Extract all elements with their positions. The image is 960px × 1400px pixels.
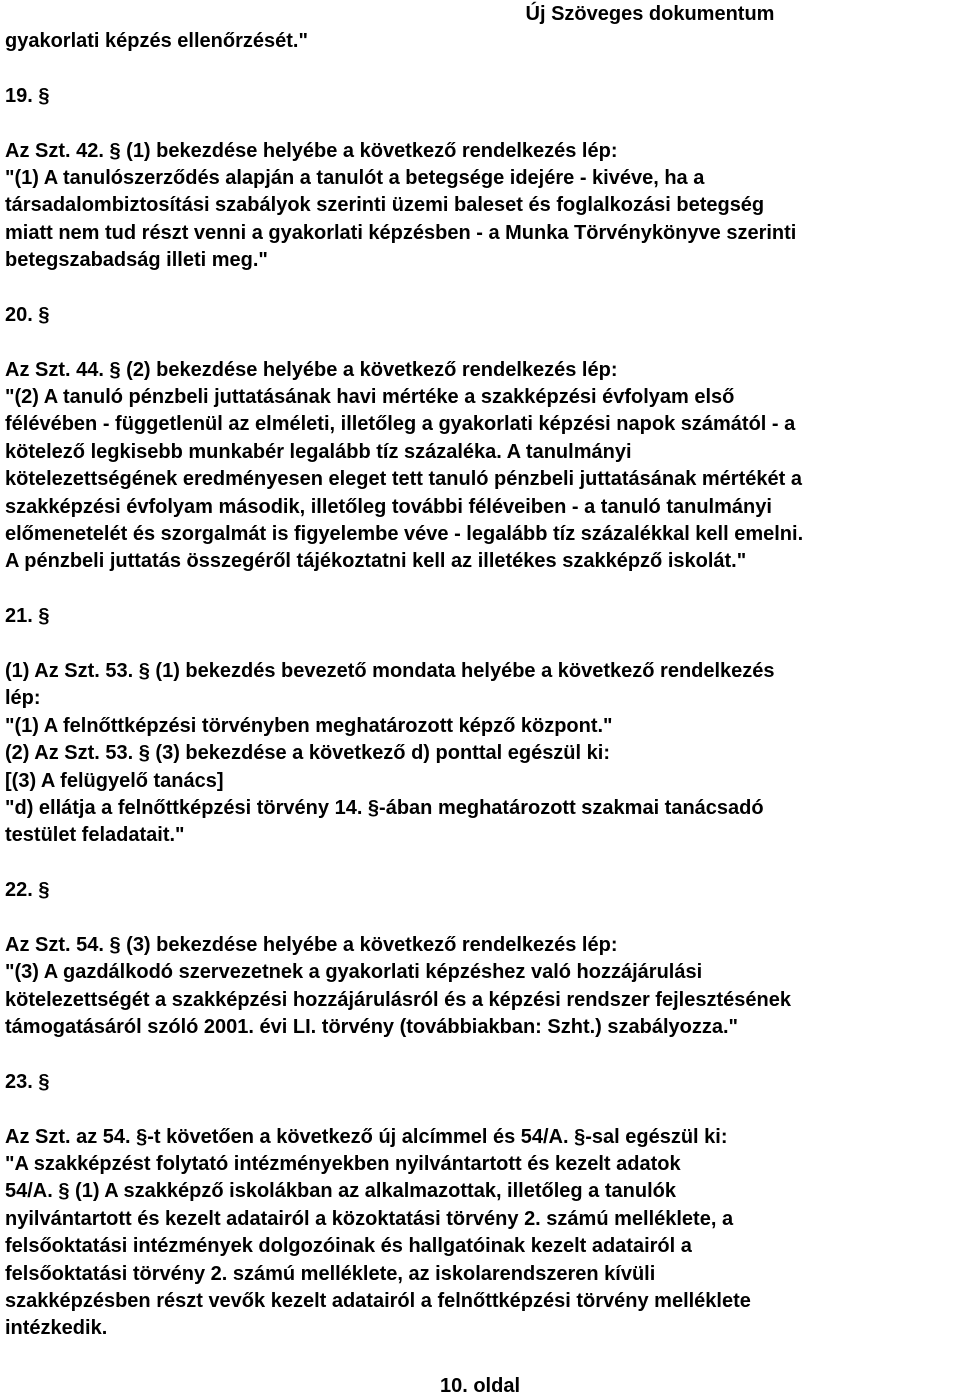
text-line: 21. § bbox=[5, 605, 50, 628]
text-line: 54/A. § (1) A szakképző iskolákban az alkalmazottak, illetőleg a tanulók bbox=[5, 1180, 676, 1203]
blank-line bbox=[5, 631, 960, 658]
text-line: "(3) A gazdálkodó szervezetnek a gyakorlati képzéshez való hozzájárulási bbox=[5, 961, 703, 984]
page-number bbox=[0, 1372, 960, 1400]
text-line: miatt nem tud részt venni a gyakorlati képzésben - a Munka Törvénykönyve szerinti bbox=[5, 221, 797, 244]
text-line: Az Szt. az 54. §-t követően a következő új alcímmel és 54/A. §-sal egészül ki: bbox=[5, 1125, 728, 1148]
text-line: előmenetelét és szorgalmát is figyelembe véve - legalább tíz százalékkal kell emelni. bbox=[5, 523, 804, 546]
blank-line bbox=[5, 1096, 960, 1123]
blank-line bbox=[5, 905, 960, 932]
text-line: testület feladatait." bbox=[5, 824, 185, 847]
blank-line bbox=[5, 110, 960, 137]
text-line: betegszabadság illeti meg." bbox=[5, 249, 268, 272]
text-line: Az Szt. 44. § (2) bekezdése helyébe a következő rendelkezés lép: bbox=[5, 358, 618, 381]
text-line: 19. § bbox=[5, 84, 50, 107]
text-line: társadalombiztosítási szabályok szerinti üzemi baleset és foglalkozási betegség bbox=[5, 194, 765, 217]
text-line: támogatásáról szóló 2001. évi LI. törvény (továbbiakban: Szht.) szabályozza." bbox=[5, 1016, 739, 1039]
text-line: A pénzbeli juttatás összegéről tájékoztatni kell az illetékes szakképző iskolát." bbox=[5, 550, 747, 573]
text-line: kötelezettségének eredményesen eleget tett tanuló pénzbeli juttatásának mértékét a bbox=[5, 468, 802, 491]
text-line: félévében - függetlenül az elméleti, illetőleg a gyakorlati képzési napok számától - a bbox=[5, 413, 796, 436]
document-title bbox=[0, 0, 960, 28]
text-line: "d) ellátja a felnőttképzési törvény 14. §-ában meghatározott szakmai tanácsadó bbox=[5, 796, 764, 819]
text-line: felsőoktatási törvény 2. számú melléklete, az iskolarendszeren kívüli bbox=[5, 1262, 656, 1285]
text-line: gyakorlati képzés ellenőrzését." bbox=[5, 30, 308, 52]
text-line: (1) Az Szt. 53. § (1) bekezdés bevezető mondata helyébe a következő rendelkezés bbox=[5, 659, 775, 682]
document-title-text: Új Szöveges dokumentum bbox=[525, 3, 775, 25]
text-line: [(3) A felügyelő tanács] bbox=[5, 769, 224, 792]
page-number-text: 10. oldal bbox=[439, 1375, 521, 1397]
text-line: "(2) A tanuló pénzbeli juttatásának havi mértéke a szakképzési évfolyam első bbox=[5, 386, 735, 409]
blank-line bbox=[5, 576, 960, 603]
text-line: 22. § bbox=[5, 879, 50, 902]
text-line: intézkedik. bbox=[5, 1317, 108, 1340]
blank-line bbox=[5, 55, 960, 82]
text-line: 23. § bbox=[5, 1070, 50, 1093]
blank-line bbox=[5, 850, 960, 877]
text-line: kötelező legkisebb munkabér legalább tíz százaléka. A tanulmányi bbox=[5, 440, 632, 463]
text-line: lép: bbox=[5, 687, 41, 710]
text-line: szakképzésben részt vevők kezelt adatairól a felnőttképzési törvény melléklete bbox=[5, 1289, 751, 1312]
blank-line bbox=[5, 329, 960, 356]
text-line: 20. § bbox=[5, 303, 50, 326]
text-line: (2) Az Szt. 53. § (3) bekezdése a következő d) ponttal egészül ki: bbox=[5, 742, 610, 765]
text-line: "(1) A felnőttképzési törvényben meghatározott képző központ." bbox=[5, 714, 613, 737]
text-line: felsőoktatási intézmények dolgozóinak és hallgatóinak kezelt adatairól a bbox=[5, 1235, 692, 1258]
text-line: "(1) A tanulószerződés alapján a tanulót a betegsége idejére - kivéve, ha a bbox=[5, 166, 705, 189]
blank-line bbox=[5, 1041, 960, 1068]
text-line: Az Szt. 42. § (1) bekezdése helyébe a következő rendelkezés lép: bbox=[5, 139, 618, 162]
text-line: szakképzési évfolyam második, illetőleg további féléveiben - a tanuló tanulmányi bbox=[5, 495, 772, 518]
document-body bbox=[5, 28, 960, 1343]
blank-line bbox=[5, 275, 960, 302]
text-line: Az Szt. 54. § (3) bekezdése helyébe a következő rendelkezés lép: bbox=[5, 933, 618, 956]
text-line: "A szakképzést folytató intézményekben nyilvántartott és kezelt adatok bbox=[5, 1153, 681, 1176]
text-line: nyilvántartott és kezelt adatairól a közoktatási törvény 2. számú melléklete, a bbox=[5, 1207, 734, 1230]
text-line: kötelezettségét a szakképzési hozzájárulásról és a képzési rendszer fejlesztésének bbox=[5, 988, 791, 1011]
